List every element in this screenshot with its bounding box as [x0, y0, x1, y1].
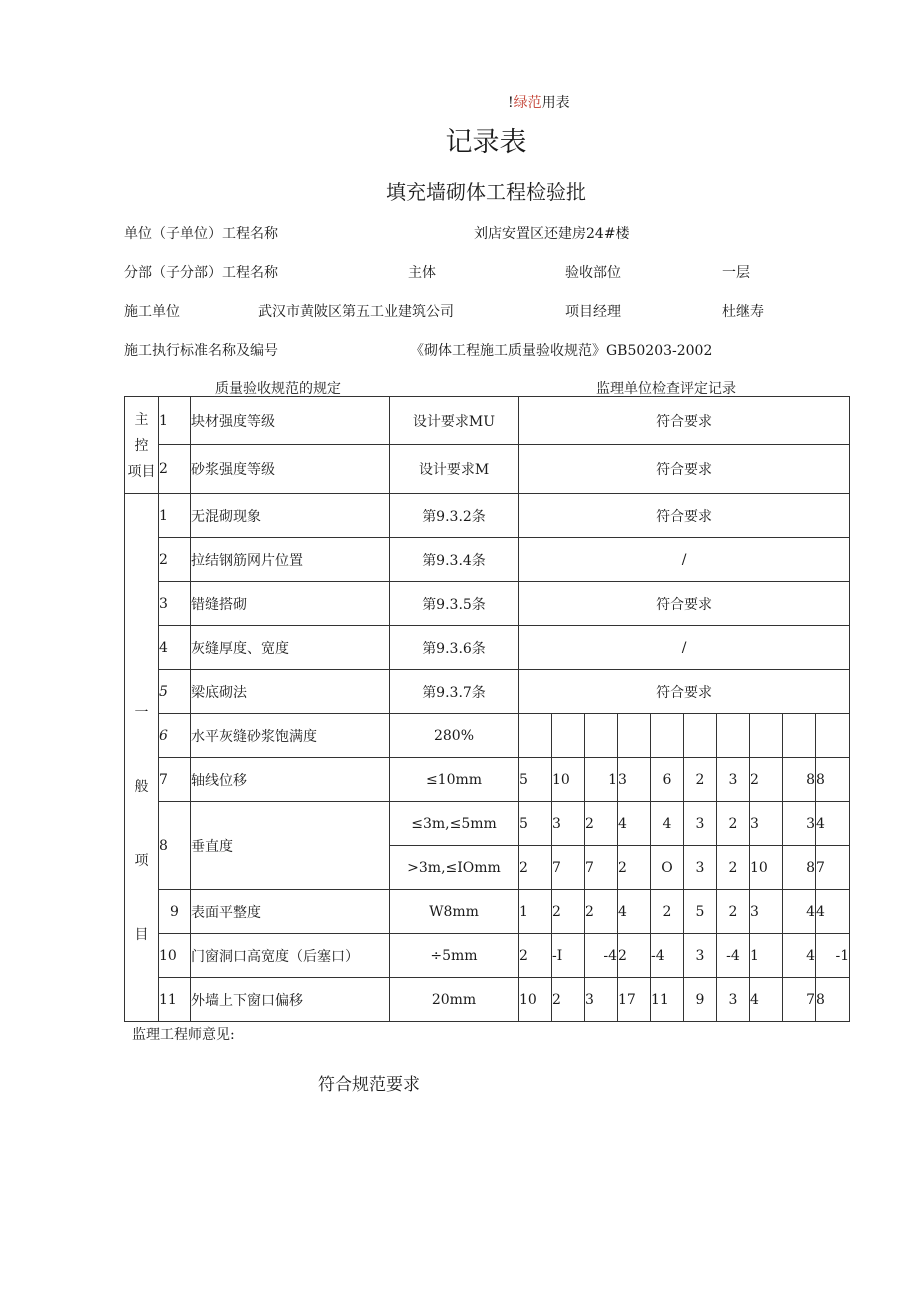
measure-cell: 2: [750, 758, 783, 802]
measure-cell: 3: [618, 758, 651, 802]
measure-cell: -I: [552, 934, 585, 978]
row-standard: 第9.3.5条: [390, 582, 519, 626]
row-result: 符合要求: [519, 670, 850, 714]
row-standard: 第9.3.7条: [390, 670, 519, 714]
row-number: 6: [159, 714, 191, 758]
row-result: 符合要求: [519, 494, 850, 538]
measure-cell: 2: [585, 802, 618, 846]
row-standard: ÷5mm: [390, 934, 519, 978]
measure-cell: [783, 714, 816, 758]
row-item: 表面平整度: [191, 890, 390, 934]
measure-cell: 17: [618, 978, 651, 1022]
measure-cell: 3: [783, 802, 816, 846]
row-item: 灰缝厚度、宽度: [191, 626, 390, 670]
row-item: 拉结钢筋网片位置: [191, 538, 390, 582]
measure-cell: 8: [816, 978, 850, 1022]
table-row: [125, 802, 850, 846]
measure-cell: -4: [717, 934, 750, 978]
measure-cell: 11: [651, 978, 684, 1022]
row-result: 符合要求: [519, 582, 850, 626]
opinion-label: 监理工程师意见:: [132, 1027, 235, 1043]
measure-cell: 3: [684, 802, 717, 846]
measure-cell: 7: [783, 978, 816, 1022]
measure-cell: 4: [618, 890, 651, 934]
row-standard: 280%: [390, 714, 519, 758]
measure-cell: 4: [783, 890, 816, 934]
measure-cell: 2: [585, 890, 618, 934]
form-mark: !绿范用表: [508, 95, 570, 111]
sub-project-label: 分部（子分部）工程名称: [124, 265, 278, 281]
row-number: 9: [159, 890, 191, 934]
measure-cell: 4: [618, 802, 651, 846]
row-result: 符合要求: [519, 445, 850, 494]
row-standard: 第9.3.2条: [390, 494, 519, 538]
unit-project-value: 刘店安置区还建房24#楼: [474, 226, 630, 242]
sub-project-value: 主体: [408, 265, 436, 281]
row-item: 轴线位移: [191, 758, 390, 802]
table-row: [125, 934, 850, 978]
row-item: 错缝搭砌: [191, 582, 390, 626]
row-standard: 第9.3.6条: [390, 626, 519, 670]
contractor-value: 武汉市黄陂区第五工业建筑公司: [258, 304, 454, 320]
row-standard: 第9.3.4条: [390, 538, 519, 582]
measure-cell: 3: [684, 846, 717, 890]
measure-cell: [585, 714, 618, 758]
measure-cell: [618, 714, 651, 758]
standard-value: 《砌体工程施工质量验收规范》GB50203-2002: [410, 343, 713, 359]
row-item: 垂直度: [191, 802, 390, 890]
page-title: 记录表: [445, 127, 527, 158]
standard-label: 施工执行标准名称及编号: [124, 343, 278, 359]
measure-cell: 2: [618, 846, 651, 890]
measure-cell: 5: [684, 890, 717, 934]
measure-cell: [651, 714, 684, 758]
row-standard: 20mm: [390, 978, 519, 1022]
measure-cell: [750, 714, 783, 758]
measure-cell: 2: [519, 934, 552, 978]
measure-cell: 3: [750, 802, 783, 846]
row-item: 无混砌现象: [191, 494, 390, 538]
measure-cell: 10: [552, 758, 585, 802]
measure-cell: 7: [552, 846, 585, 890]
table-row: [125, 494, 850, 538]
measure-cell: 1: [585, 758, 618, 802]
measure-cell: 7: [585, 846, 618, 890]
measure-cell: 2: [717, 802, 750, 846]
measure-cell: 2: [618, 934, 651, 978]
row-item: 水平灰缝砂浆饱满度: [191, 714, 390, 758]
main-section-label: 主 控 项目: [125, 397, 159, 494]
measure-cell: [552, 714, 585, 758]
measure-cell: 10: [750, 846, 783, 890]
row-item: 外墙上下窗口偏移: [191, 978, 390, 1022]
table-row: [125, 397, 850, 445]
table-row: [125, 538, 850, 582]
measure-cell: 10: [519, 978, 552, 1022]
row-standard: W8mm: [390, 890, 519, 934]
measure-cell: 7: [816, 846, 850, 890]
measure-cell: O: [651, 846, 684, 890]
accept-part-value: 一层: [722, 265, 750, 281]
row-result: /: [519, 538, 850, 582]
measure-cell: 6: [651, 758, 684, 802]
row-number: 7: [159, 758, 191, 802]
measure-cell: 2: [552, 890, 585, 934]
measure-cell: 3: [750, 890, 783, 934]
measure-cell: 4: [750, 978, 783, 1022]
measure-cell: 3: [552, 802, 585, 846]
table-row: [125, 582, 850, 626]
row-number: 5: [159, 670, 191, 714]
measure-cell: 9: [684, 978, 717, 1022]
measure-cell: 4: [651, 802, 684, 846]
table-row: [125, 626, 850, 670]
row-number: 2: [159, 538, 191, 582]
measure-cell: 2: [684, 758, 717, 802]
measure-cell: 5: [519, 802, 552, 846]
measure-cell: 8: [783, 758, 816, 802]
measure-cell: 8: [816, 758, 850, 802]
unit-project-label: 单位（子单位）工程名称: [124, 226, 278, 242]
row-number: 4: [159, 626, 191, 670]
accept-part-label: 验收部位: [565, 265, 621, 281]
general-section-label: 一 般 项 目: [125, 494, 159, 1022]
row-number: 1: [159, 397, 191, 445]
measure-cell: 3: [717, 978, 750, 1022]
measure-cell: -1: [816, 934, 850, 978]
measure-cell: -4: [651, 934, 684, 978]
row-number: 1: [159, 494, 191, 538]
table-row: [125, 758, 850, 802]
inspection-table: [124, 396, 850, 1022]
measure-cell: 4: [816, 802, 850, 846]
table-header-right: 监理单位检查评定记录: [596, 381, 736, 397]
row-number: 8: [159, 802, 191, 890]
row-number: 2: [159, 445, 191, 494]
measure-cell: 2: [552, 978, 585, 1022]
row-item: 砂浆强度等级: [191, 445, 390, 494]
measure-cell: [684, 714, 717, 758]
row-result: 符合要求: [519, 397, 850, 445]
measure-cell: -4: [585, 934, 618, 978]
measure-cell: 4: [816, 890, 850, 934]
page-subtitle: 填充墙砌体工程检验批: [386, 180, 586, 204]
row-item: 梁底砌法: [191, 670, 390, 714]
row-number: 10: [159, 934, 191, 978]
measure-cell: 3: [585, 978, 618, 1022]
row-standard: 设计要求M: [390, 445, 519, 494]
manager-value: 杜继寿: [722, 304, 764, 320]
table-row: [125, 890, 850, 934]
measure-cell: 1: [519, 890, 552, 934]
table-row: [125, 714, 850, 758]
row-item: 门窗洞口高宽度（后塞口）: [191, 934, 390, 978]
row-result: /: [519, 626, 850, 670]
measure-cell: 2: [717, 846, 750, 890]
measure-cell: [717, 714, 750, 758]
contractor-label: 施工单位: [124, 304, 180, 320]
table-row: [125, 978, 850, 1022]
measure-cell: 2: [651, 890, 684, 934]
row-standard: >3m,≤IOmm: [390, 846, 519, 890]
row-number: 3: [159, 582, 191, 626]
manager-label: 项目经理: [565, 304, 621, 320]
measure-cell: 3: [717, 758, 750, 802]
row-number: 11: [159, 978, 191, 1022]
row-standard: ≤3m,≤5mm: [390, 802, 519, 846]
row-standard: ≤10mm: [390, 758, 519, 802]
measure-cell: 5: [519, 758, 552, 802]
opinion-text: 符合规范要求: [318, 1075, 420, 1095]
measure-cell: 3: [684, 934, 717, 978]
row-item: 块材强度等级: [191, 397, 390, 445]
row-standard: 设计要求MU: [390, 397, 519, 445]
measure-cell: 4: [783, 934, 816, 978]
table-header-left: 质量验收规范的规定: [215, 381, 341, 397]
table-row: [125, 445, 850, 494]
measure-cell: [519, 714, 552, 758]
measure-cell: 2: [519, 846, 552, 890]
measure-cell: 8: [783, 846, 816, 890]
measure-cell: 2: [717, 890, 750, 934]
table-row: [125, 670, 850, 714]
measure-cell: [816, 714, 850, 758]
measure-cell: 1: [750, 934, 783, 978]
